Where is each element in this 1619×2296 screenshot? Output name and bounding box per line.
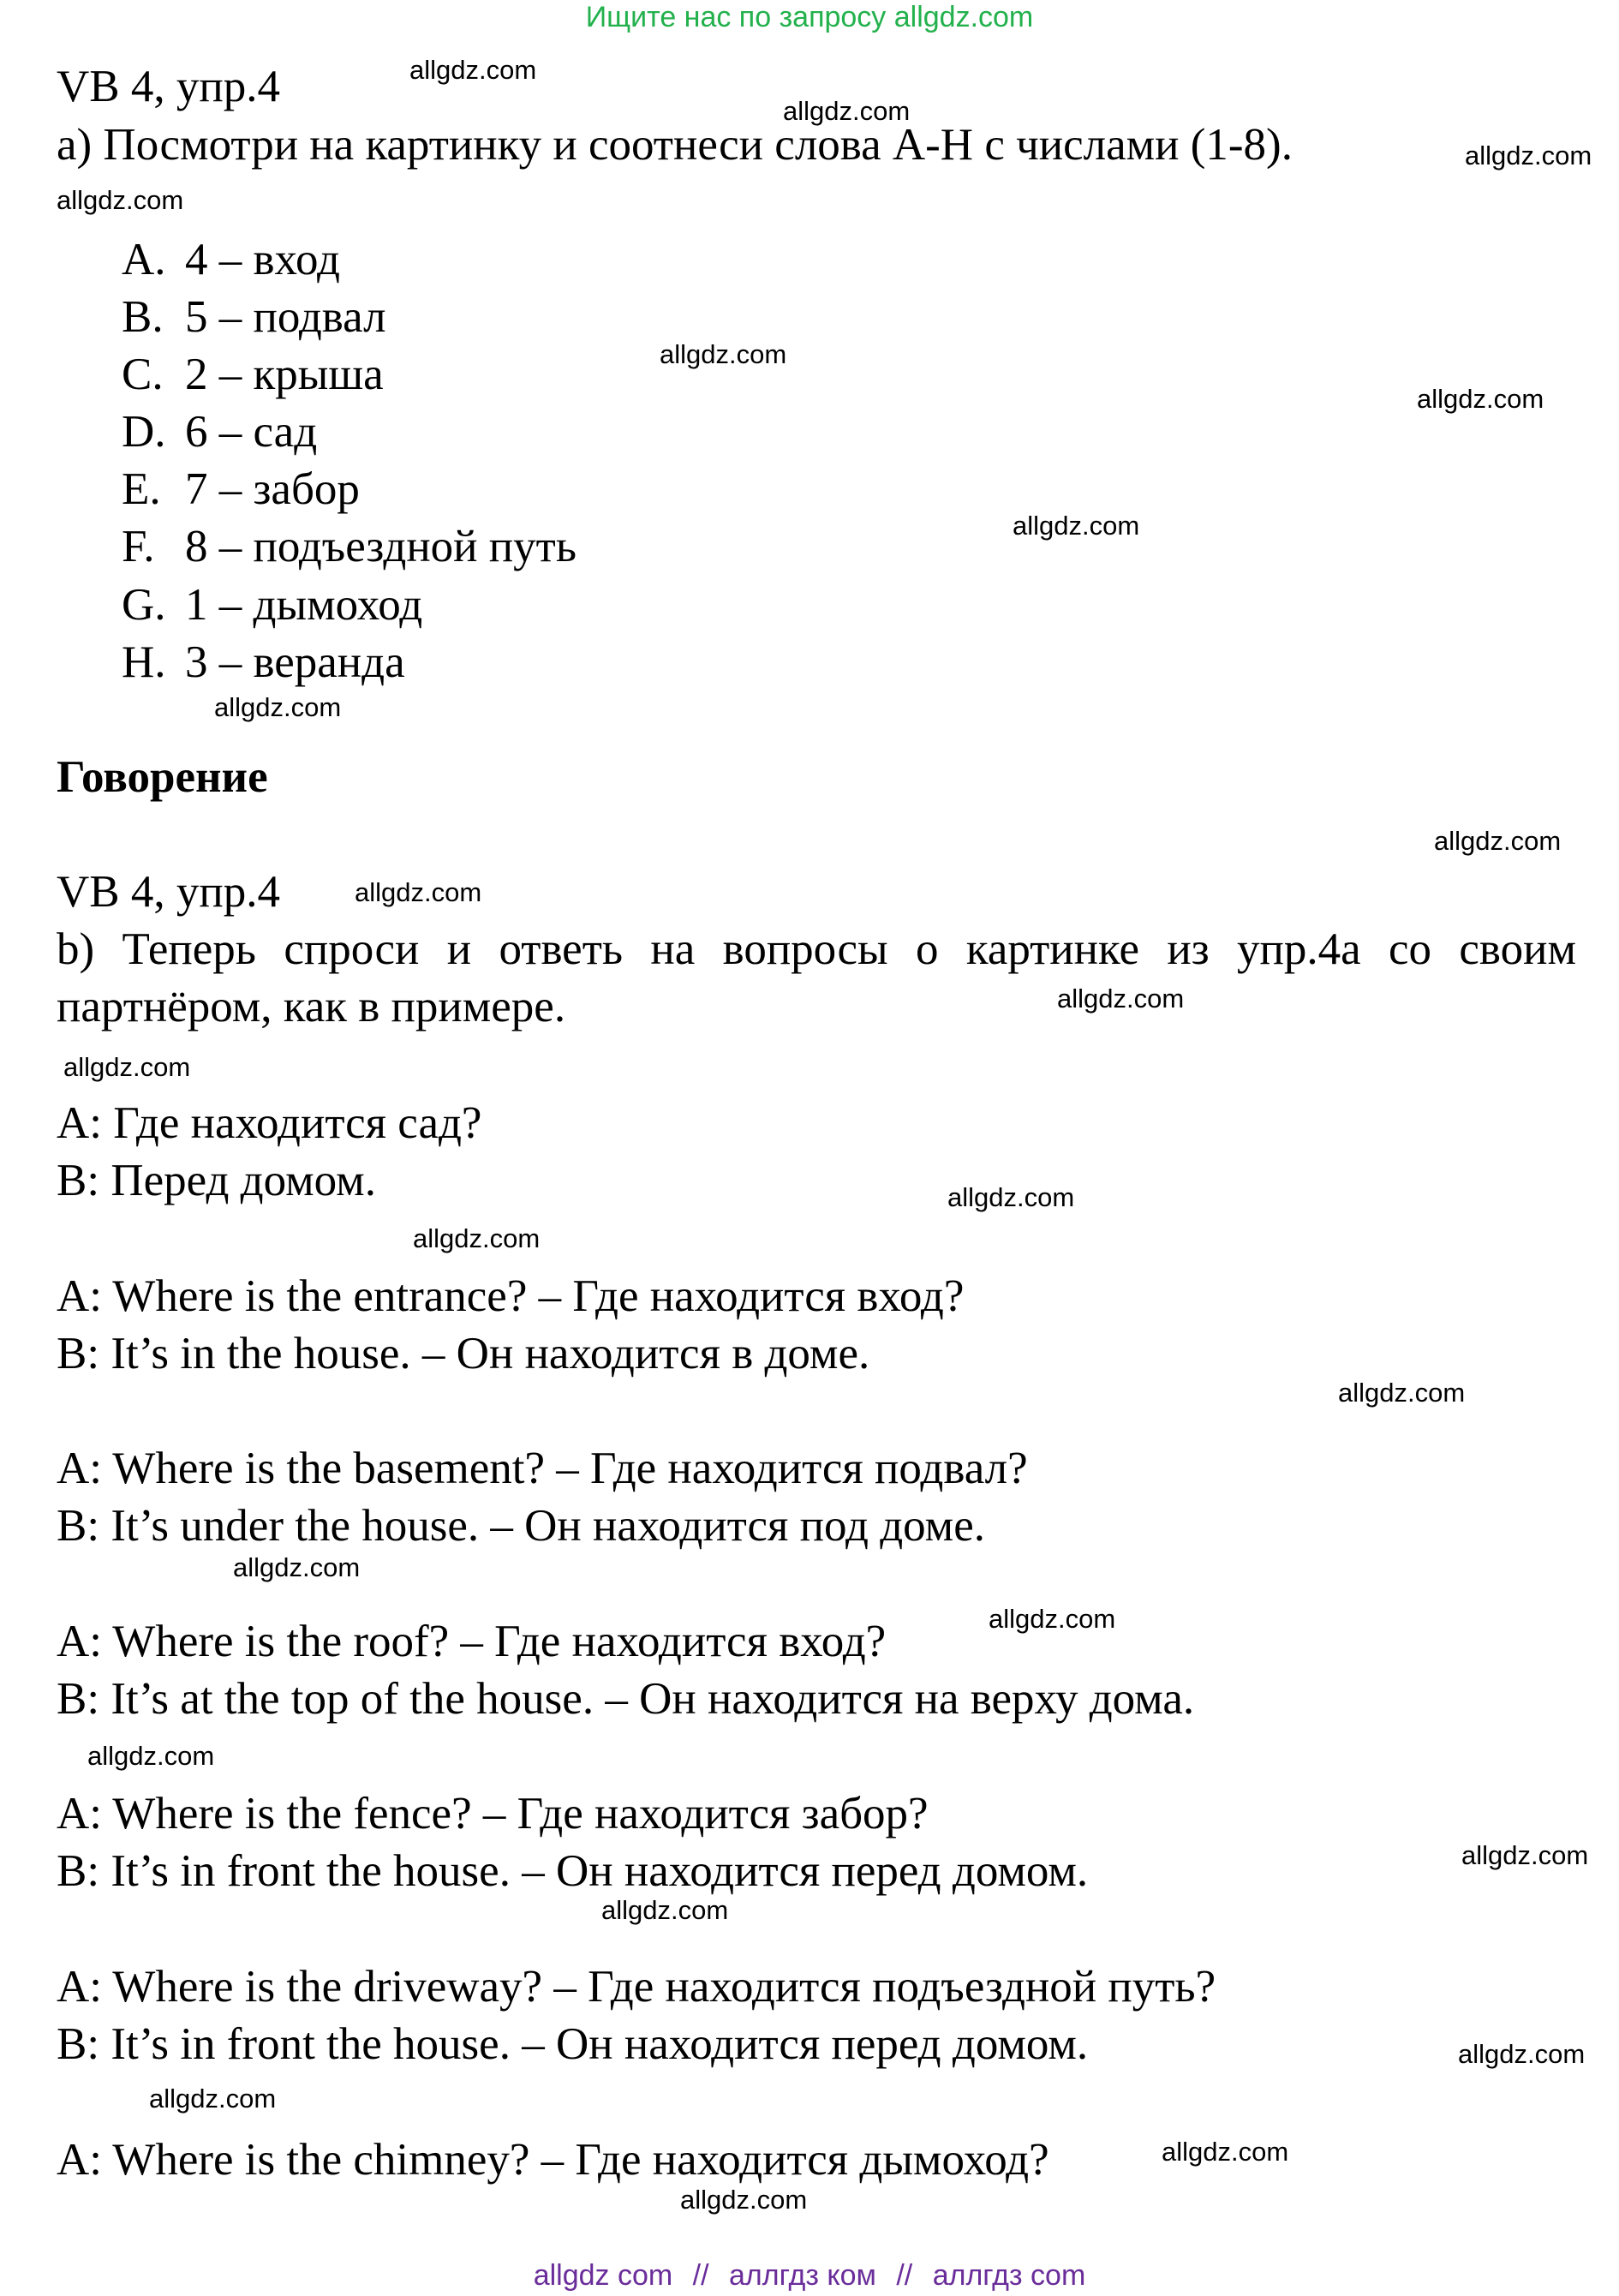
watermark: allgdz.com xyxy=(1465,141,1592,170)
watermark: allgdz.com xyxy=(1461,1840,1589,1870)
list-item: B. 5 – подвал xyxy=(122,292,386,342)
dialogue-question: A: Where is the entrance? – Где находится вход? xyxy=(57,1271,965,1321)
top-banner[interactable]: Ищите нас по запросу allgdz.com xyxy=(585,1,1034,33)
watermark: allgdz.com xyxy=(989,1604,1116,1634)
footer-links xyxy=(0,2258,1619,2293)
watermark: allgdz.com xyxy=(1057,984,1185,1013)
watermark: allgdz.com xyxy=(947,1182,1075,1212)
list-item: A. 4 – вход xyxy=(122,235,340,284)
dialogue-question: A: Where is the driveway? – Где находится подъездной путь? xyxy=(57,1962,1216,2012)
list-item: E. 7 – забор xyxy=(122,464,360,514)
dialogue-question: A: Where is the chimney? – Где находится дымоход? xyxy=(57,2135,1049,2185)
footer-link[interactable]: allgdz com xyxy=(533,2259,673,2292)
dialogue-answer: B: It’s in the house. – Он находится в доме. xyxy=(57,1329,870,1378)
speaking-heading: Говорение xyxy=(57,752,268,802)
section-b-instruction: b) Теперь спроси и ответь на вопросы о картинке из упр.4а со своим партнёром, как в примере. xyxy=(57,924,1576,1031)
watermark: allgdz.com xyxy=(1338,1378,1466,1408)
watermark: allgdz.com xyxy=(783,96,911,126)
section-a-title: VB 4, упр.4 xyxy=(57,62,280,111)
watermark: allgdz.com xyxy=(233,1552,361,1582)
watermark: allgdz.com xyxy=(355,877,482,907)
watermark: allgdz.com xyxy=(1434,826,1562,856)
watermark: allgdz.com xyxy=(63,1052,191,1082)
watermark: allgdz.com xyxy=(149,2084,277,2114)
example-answer: B: Перед домом. xyxy=(57,1156,376,1205)
list-item: F. 8 – подъездной путь xyxy=(122,522,577,571)
watermark: allgdz.com xyxy=(409,55,537,85)
watermark: allgdz.com xyxy=(57,185,184,215)
watermark: allgdz.com xyxy=(214,692,342,722)
dialogue-answer: B: It’s in front the house. – Он находится перед домом. xyxy=(57,2019,1089,2069)
dialogue-question: A: Where is the roof? – Где находится вход? xyxy=(57,1617,887,1666)
dialogue-answer: B: It’s in front the house. – Он находится перед домом. xyxy=(57,1846,1089,1896)
dialogue-answer: B: It’s under the house. – Он находится под доме. xyxy=(57,1501,985,1551)
watermark: allgdz.com xyxy=(660,339,787,369)
section-b-title: VB 4, упр.4 xyxy=(57,867,280,917)
watermark: allgdz.com xyxy=(1458,2039,1586,2069)
dialogue-question: A: Where is the basement? – Где находится подвал? xyxy=(57,1444,1028,1493)
watermark: allgdz.com xyxy=(1417,384,1544,414)
list-item: D. 6 – сад xyxy=(122,407,318,457)
watermark: allgdz.com xyxy=(680,2185,808,2215)
footer-link[interactable]: аллгдз com xyxy=(932,2259,1086,2292)
list-item: H. 3 – веранда xyxy=(122,637,405,687)
dialogue-question: A: Where is the fence? – Где находится забор? xyxy=(57,1789,929,1839)
footer-separator: // xyxy=(692,2259,709,2292)
list-item: C. 2 – крыша xyxy=(122,350,384,399)
example-question: A: Где находится сад? xyxy=(57,1098,482,1148)
watermark: allgdz.com xyxy=(413,1223,541,1253)
watermark: allgdz.com xyxy=(1013,511,1140,541)
dialogue-answer: B: It’s at the top of the house. – Он находится на верху дома. xyxy=(57,1674,1195,1724)
watermark: allgdz.com xyxy=(87,1741,215,1771)
footer-link[interactable]: аллгдз ком xyxy=(729,2259,876,2292)
watermark: allgdz.com xyxy=(601,1895,729,1925)
footer-separator: // xyxy=(896,2259,913,2292)
list-item: G. 1 – дымоход xyxy=(122,580,423,630)
section-a-instruction: a) Посмотри на картинку и соотнеси слова A-H с числами (1-8). xyxy=(57,120,1293,170)
watermark: allgdz.com xyxy=(1162,2137,1289,2167)
